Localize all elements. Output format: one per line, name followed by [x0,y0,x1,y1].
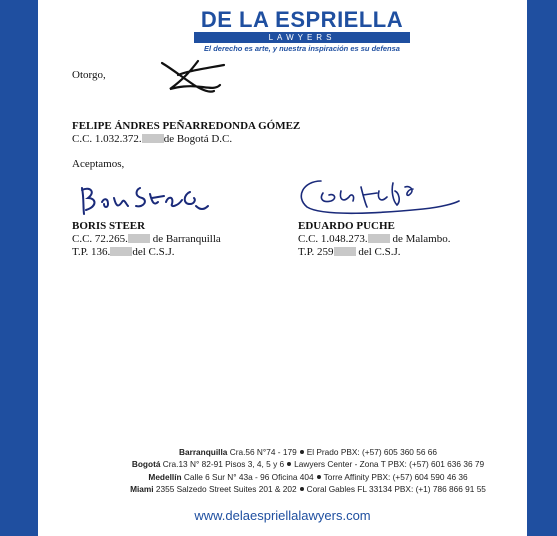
office-address: Calle 6 Sur N° 43a - 96 Oficina 404 [183,471,314,482]
eduardo-puche-signature [293,173,463,221]
redaction-box [334,247,356,256]
office-address: Cra.56 N°74 - 179 [229,447,297,457]
signer2-name: EDUARDO PUCHE [298,220,395,232]
redaction-box [142,134,164,143]
logo-title: DE LA ESPRIELLA [200,7,404,32]
bullet-icon [300,450,304,454]
boris-steer-signature [78,180,218,220]
office-phone: Coral Gables FL 33134 PBX: (+1) 786 866 91 55 [306,484,486,495]
redaction-box [110,247,132,256]
office-city: Medellín [148,471,182,482]
otorgo-label: Otorgo, [72,69,106,81]
office-city: Bogotá [131,459,161,470]
bullet-icon [300,487,304,491]
signer1-cc-prefix: C.C. 72.265. [72,233,128,245]
signer1-cc-suffix: de Barranquilla [152,233,221,245]
grantor-cc-suffix: de Bogotá D.C. [163,133,233,145]
logo-tagline: El derecho es arte, y nuestra inspiración es su defensa [204,44,400,53]
signer2-tp [298,246,401,259]
office-address: Cra.13 N° 82-91 Pisos 3, 4, 5 y 6 [162,459,285,470]
bullet-icon [317,475,321,479]
redaction-box [128,234,150,243]
logo-subtitle: LAWYERS [194,32,410,43]
office-city: Barranquilla [178,447,228,457]
aceptamos-label: Aceptamos, [72,158,125,170]
office-row [98,458,518,470]
signer2-tp-suffix: del C.S.J. [358,246,401,258]
grantor-name: FELIPE ÁNDRES PEÑARREDONDA GÓMEZ [72,120,301,132]
website-link[interactable]: www.delaespriellalawyers.com [194,508,371,523]
office-phone: Torre Affinity PBX: (+57) 604 590 46 36 [323,471,468,482]
letter-page [38,0,527,536]
signer2-tp-prefix: T.P. 259 [298,246,334,258]
office-addresses [98,446,518,496]
signer1-tp-suffix: del C.S.J. [132,246,175,258]
bullet-icon [287,462,291,466]
office-row [98,446,518,458]
signer2-cc [298,233,450,246]
left-brand-bar [0,0,38,536]
grantor-signature [158,55,230,97]
grantor-id [72,133,232,146]
office-phone: El Prado PBX: (+57) 605 360 56 66 [306,447,437,457]
grantor-cc-prefix: C.C. 1.032.372. [72,133,142,145]
office-city: Miami [130,484,154,495]
redaction-box [368,234,390,243]
office-phone: Lawyers Center - Zona T PBX: (+57) 601 636 36 79 [294,459,485,470]
office-row [98,471,518,483]
right-brand-bar [527,0,557,536]
signer1-tp-prefix: T.P. 136. [72,246,111,258]
firm-logo [186,8,418,55]
signer2-cc-suffix: de Malambo. [392,233,451,245]
signer1-tp [72,246,175,259]
office-row [98,483,518,495]
office-address: 2355 Salzedo Street Suites 201 & 202 [155,484,297,495]
signer1-name: BORIS STEER [72,220,146,232]
signer1-cc [72,233,221,246]
signer2-cc-prefix: C.C. 1.048.273. [298,233,368,245]
